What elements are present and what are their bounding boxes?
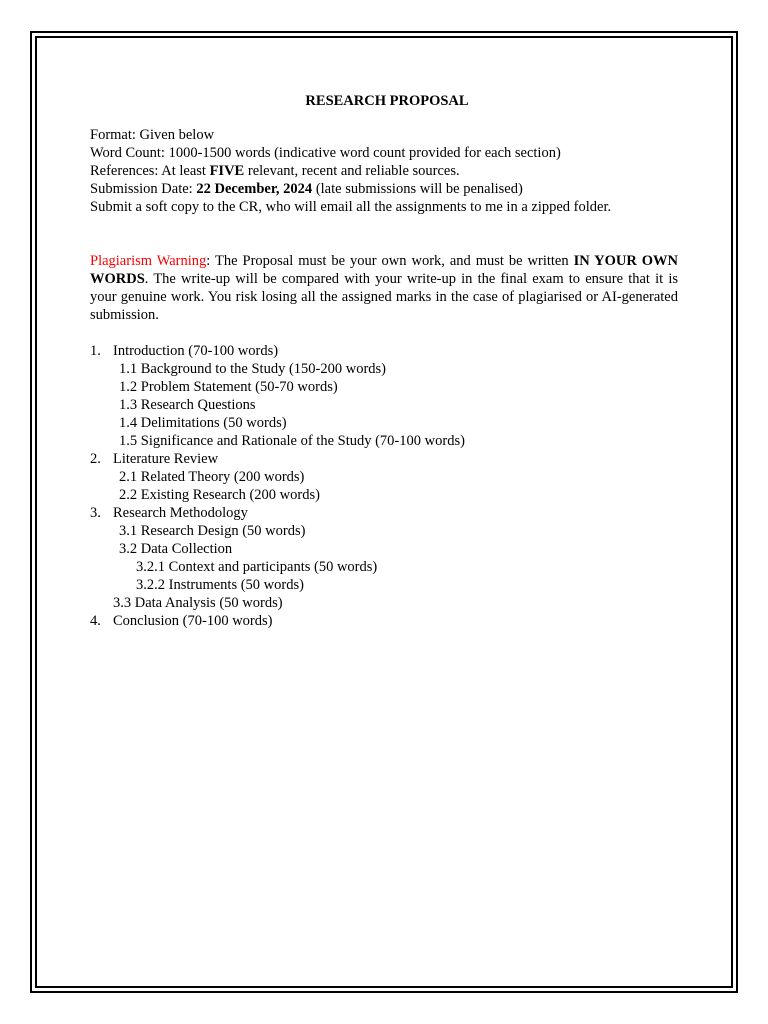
submission-suffix: (late submissions will be penalised): [312, 181, 523, 197]
plagiarism-warning-text-b: . The write-up will be compared with your write-up in the final exam to ensure that it is your genuine work. You risk losing all the assigned marks in the case of plagiarised or AI-generated submission.: [90, 271, 678, 323]
document-body: [90, 92, 678, 630]
outline-subitem: 1.3 Research Questions: [119, 397, 256, 413]
outline-label: Conclusion (70-100 words): [113, 613, 273, 629]
outline-subitem: 1.5 Significance and Rationale of the Study (70-100 words): [119, 433, 465, 449]
submission-date: 22 December, 2024: [196, 181, 313, 197]
outline-subsubitem: 3.2.1 Context and participants (50 words): [136, 559, 378, 575]
meta-block: [90, 126, 678, 216]
plagiarism-warning: [90, 252, 678, 324]
references-suffix: relevant, recent and reliable sources.: [244, 163, 460, 179]
outline-number: 1.: [90, 343, 101, 359]
plagiarism-warning-emphasis: IN YOUR OWN WORDS: [90, 253, 678, 287]
outline-subitem: 2.1 Related Theory (200 words): [119, 469, 305, 485]
outline-label: Introduction (70-100 words): [113, 343, 279, 359]
outline-number: 4.: [90, 613, 101, 629]
plagiarism-warning-text-a: : The Proposal must be your own work, and must be written: [206, 253, 574, 269]
outline-subitem: 1.2 Problem Statement (50-70 words): [119, 379, 338, 395]
outline-number: 2.: [90, 451, 101, 467]
outline-label: Research Methodology: [113, 505, 248, 521]
outline-subitem: 3.2 Data Collection: [119, 541, 233, 557]
outline-subitem: 3.1 Research Design (50 words): [119, 523, 306, 539]
outline-subitem: 1.4 Delimitations (50 words): [119, 415, 287, 431]
plagiarism-warning-label: Plagiarism Warning: [90, 253, 207, 269]
outline-subsubitem: 3.2.2 Instruments (50 words): [136, 577, 304, 593]
references-count: FIVE: [209, 163, 245, 179]
outline-item: [90, 504, 678, 522]
word-count-line: Word Count: 1000-1500 words (indicative word count provided for each section): [90, 145, 561, 161]
outline-subitem: 2.2 Existing Research (200 words): [119, 487, 320, 503]
outline-label: Literature Review: [113, 451, 219, 467]
outline-item: [90, 450, 678, 468]
outline-item: [90, 342, 678, 360]
outline-subitem: 3.3 Data Analysis (50 words): [113, 595, 283, 611]
outline-item: [90, 612, 678, 630]
references-line: [90, 162, 678, 180]
document-title: RESEARCH PROPOSAL: [305, 93, 469, 109]
outline-subitem: 1.1 Background to the Study (150-200 words): [119, 361, 387, 377]
submission-date-line: [90, 180, 678, 198]
proposal-outline: [90, 342, 678, 630]
format-line: Format: Given below: [90, 127, 215, 143]
outline-number: 3.: [90, 505, 101, 521]
references-prefix: References: At least: [90, 163, 210, 179]
submit-instructions-line: Submit a soft copy to the CR, who will email all the assignments to me in a zipped folder.: [90, 199, 612, 215]
submission-prefix: Submission Date:: [90, 181, 197, 197]
